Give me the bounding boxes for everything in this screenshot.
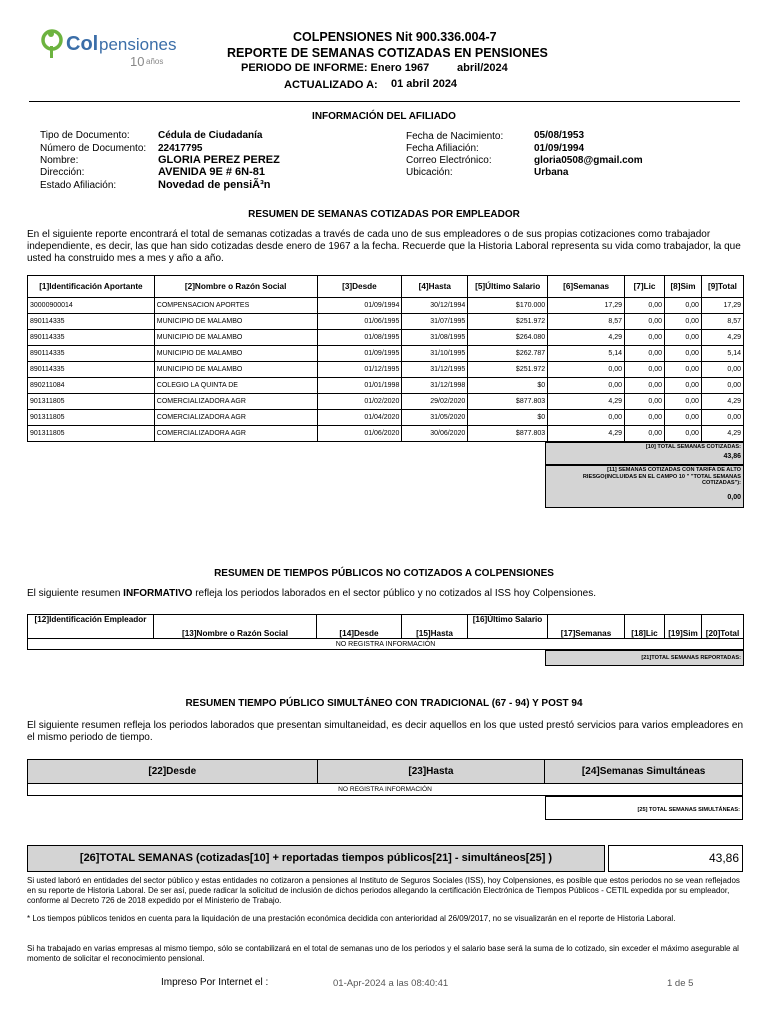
nota-varias-empresas: Si ha trabajado en varias empresas al mismo tiempo, sólo se contabilizará en el total de semanas uno de los periodos y el salario base será la suma de lo cotizado, sin exceder el máximo asegurable al momento de solicitar el reconocimiento pensional. [27, 944, 739, 963]
table-cell: COMERCIALIZADORA AGR [154, 394, 317, 410]
publicos-intro-bold: INFORMATIVO [123, 588, 193, 599]
table-cell: 0,00 [625, 426, 665, 442]
periodo-label: PERIODO DE INFORME: Enero 1967 [241, 62, 430, 74]
table-cell: 31/05/2020 [402, 410, 468, 426]
col-sim-semanas: [24]Semanas Simultáneas [545, 760, 743, 784]
table-cell: $0 [468, 410, 548, 426]
table-cell: 01/02/2020 [317, 394, 402, 410]
table-cell: 0,00 [701, 362, 743, 378]
publicos-no-registra-row [28, 639, 744, 650]
alto-riesgo-value: 0,00 [727, 493, 741, 501]
col-identificacion-empleador: [12]Identificación Empleador [28, 615, 154, 639]
num-doc-value: 22417795 [158, 143, 203, 154]
table-cell: 0,00 [664, 298, 701, 314]
table-cell: $877.803 [468, 426, 548, 442]
logo-col-text: Col [66, 33, 99, 55]
afiliacion-value: 01/09/1994 [534, 143, 585, 154]
table-cell: 0,00 [664, 410, 701, 426]
table-cell: MUNICIPIO DE MALAMBO [154, 314, 317, 330]
table-row [28, 314, 744, 330]
table-cell: 8,57 [701, 314, 743, 330]
simultaneo-table [27, 759, 743, 796]
table-cell: 890114335 [28, 330, 155, 346]
table-cell: COLEGIO LA QUINTA DE [154, 378, 317, 394]
table-cell: 5,14 [701, 346, 743, 362]
empleador-table [27, 275, 744, 442]
logo-pensiones-text: pensiones [99, 35, 177, 54]
col-sim-hasta: [23]Hasta [317, 760, 545, 784]
table-cell: 0,00 [548, 378, 625, 394]
total-reportadas-label: [21]TOTAL SEMANAS REPORTADAS: [641, 655, 741, 661]
table-cell: $170.000 [468, 298, 548, 314]
table-cell: 01/12/1995 [317, 362, 402, 378]
table-cell: 31/12/1998 [402, 378, 468, 394]
nacimiento-label: Fecha de Nacimiento: [406, 131, 504, 142]
impreso-value: 01-Apr-2024 a las 08:40:41 [333, 978, 449, 989]
table-cell: 890114335 [28, 314, 155, 330]
table-cell: MUNICIPIO DE MALAMBO [154, 346, 317, 362]
table-cell: 0,00 [701, 378, 743, 394]
table-cell: 30/06/2020 [402, 426, 468, 442]
table-cell: 0,00 [625, 298, 665, 314]
col-lic: [7]Lic [625, 276, 665, 298]
colpensiones-logo-icon [38, 26, 178, 72]
table-cell: 901311805 [28, 426, 155, 442]
table-cell: $251.972 [468, 362, 548, 378]
total-general-label: [26]TOTAL SEMANAS (cotizadas[10] + reportadas tiempos públicos[21] - simultáneos[25] ) [27, 845, 605, 872]
num-doc-label: Número de Documento: [40, 143, 147, 154]
total-cotizadas-value: 43,86 [723, 452, 741, 460]
table-cell: 01/09/1994 [317, 298, 402, 314]
table-cell: 0,00 [701, 410, 743, 426]
afiliado-title: INFORMACIÓN DEL AFILIADO [312, 111, 456, 122]
col-identificacion: [1]Identificación Aportante [28, 276, 155, 298]
table-cell: 0,00 [548, 362, 625, 378]
col-ultimo-salario-publico: [16]Último Salario [468, 615, 548, 639]
table-cell: $0 [468, 378, 548, 394]
estado-value: Novedad de pensiÃ³n [158, 179, 271, 191]
table-cell: 0,00 [664, 362, 701, 378]
periodo-end: abril/2024 [457, 62, 508, 74]
table-cell: COMERCIALIZADORA AGR [154, 410, 317, 426]
publicos-table-header [28, 615, 744, 639]
tipo-doc-value: Cédula de Ciudadanía [158, 130, 263, 141]
col-hasta-publico: [15]Hasta [402, 615, 468, 639]
table-cell: 17,29 [701, 298, 743, 314]
publicos-intro [27, 588, 743, 600]
actualizado-value: 01 abril 2024 [391, 78, 458, 90]
table-cell: 0,00 [625, 362, 665, 378]
alto-riesgo-box [545, 465, 744, 508]
table-row [28, 346, 744, 362]
nota-cetil: Si usted laboró en entidades del sector público y estas entidades no cotizaron a pensiones al Instituto de Seguros Sociales (ISS), hoy Colpensiones, es posible que estos periodos no se vean reflejados en su reporte de Historia Laboral. De ser así, puede radicar la solicitud de inclusión de dichos periodos allegando la certificación Electrónica de Tiempos Públicos - CETIL expedida por su empleador, conforme al Decreto 726 de 2018 expedido por el Ministerio de Trabajo. [27, 876, 740, 905]
ubicacion-label: Ubicación: [406, 167, 453, 178]
table-cell: 01/06/1995 [317, 314, 402, 330]
simultaneo-title: RESUMEN TIEMPO PÚBLICO SIMULTÁNEO CON TRADICIONAL (67 - 94) Y POST 94 [185, 698, 583, 709]
table-cell: 0,00 [664, 314, 701, 330]
afiliacion-label: Fecha Afiliación: [406, 143, 479, 154]
table-cell: 31/12/1995 [402, 362, 468, 378]
table-cell: 30/12/1994 [402, 298, 468, 314]
table-cell: 30000900014 [28, 298, 155, 314]
table-cell: 01/01/1998 [317, 378, 402, 394]
total-simultaneas-label: [25] TOTAL SEMANAS SIMULTÁNEAS: [637, 807, 740, 813]
table-cell: 901311805 [28, 394, 155, 410]
empleador-table-header [28, 276, 744, 298]
nombre-value: GLORIA PEREZ PEREZ [158, 154, 280, 166]
table-cell: COMERCIALIZADORA AGR [154, 426, 317, 442]
table-cell: 17,29 [548, 298, 625, 314]
table-cell: 4,29 [548, 426, 625, 442]
col-desde: [3]Desde [317, 276, 402, 298]
col-semanas: [6]Semanas [548, 276, 625, 298]
table-cell: 890211084 [28, 378, 155, 394]
table-cell: 0,00 [625, 378, 665, 394]
table-row [28, 410, 744, 426]
simultaneo-no-registra: NO REGISTRA INFORMACIÓN [28, 784, 743, 796]
table-cell: 0,00 [548, 410, 625, 426]
table-cell: 890114335 [28, 346, 155, 362]
table-cell: 0,00 [625, 346, 665, 362]
actualizado-label: ACTUALIZADO A: [284, 79, 378, 91]
empleador-intro: En el siguiente reporte encontrará el total de semanas cotizadas a través de cada uno de sus empleadores o de sus propias cotizaciones como trabajador independiente, es decir, las que han sido cotizadas desde enero de 1967 a la fecha. Recuerde que la Historia Laboral representa su vida como trabajador, la que usted ha construido mes a mes y año a año. [27, 229, 741, 264]
table-cell: 0,00 [664, 426, 701, 442]
table-cell: 0,00 [664, 378, 701, 394]
publicos-no-registra: NO REGISTRA INFORMACIÓN [28, 639, 744, 650]
table-cell: 4,29 [548, 330, 625, 346]
total-cotizadas-label: [10] TOTAL SEMANAS COTIZADAS: [645, 444, 741, 450]
total-cotizadas-box [545, 442, 744, 465]
colpensiones-logo [38, 26, 178, 72]
tipo-doc-label: Tipo de Documento: [40, 130, 130, 141]
logo-anos-number: 10 [130, 54, 145, 69]
alto-riesgo-label: [11] SEMANAS COTIZADAS CON TARIFA DE ALTO RIESGO(INCLUIDAS EN EL CAMPO 10 " "TOTAL SEMANAS COTIZADAS"): [582, 467, 741, 486]
table-cell: 31/07/1995 [402, 314, 468, 330]
table-cell: COMPENSACION APORTES [154, 298, 317, 314]
table-cell: MUNICIPIO DE MALAMBO [154, 362, 317, 378]
table-cell: 0,00 [664, 330, 701, 346]
col-total: [9]Total [701, 276, 743, 298]
table-row [28, 362, 744, 378]
table-cell: 31/08/1995 [402, 330, 468, 346]
table-cell: 0,00 [625, 410, 665, 426]
col-sim-publico: [19]Sim [665, 615, 702, 639]
table-cell: 8,57 [548, 314, 625, 330]
table-cell: 31/10/1995 [402, 346, 468, 362]
correo-value: gloria0508@gmail.com [534, 155, 643, 166]
correo-label: Correo Electrónico: [406, 155, 492, 166]
col-nombre: [2]Nombre o Razón Social [154, 276, 317, 298]
table-cell: 0,00 [625, 394, 665, 410]
header-line2: REPORTE DE SEMANAS COTIZADAS EN PENSIONES [227, 46, 548, 60]
col-lic-publico: [18]Lic [625, 615, 665, 639]
table-cell: 01/06/2020 [317, 426, 402, 442]
table-cell: 4,29 [701, 426, 743, 442]
table-cell: 5,14 [548, 346, 625, 362]
table-cell: $262.787 [468, 346, 548, 362]
header-divider [29, 101, 740, 102]
total-reportadas-box [545, 650, 744, 666]
simultaneo-no-registra-row [28, 784, 743, 796]
table-cell: 0,00 [625, 330, 665, 346]
col-nombre-publico: [13]Nombre o Razón Social [154, 615, 317, 639]
table-row [28, 298, 744, 314]
header-line1: COLPENSIONES Nit 900.336.004-7 [293, 30, 497, 44]
nacimiento-value: 05/08/1953 [534, 130, 585, 141]
table-row [28, 330, 744, 346]
col-sim-desde: [22]Desde [28, 760, 318, 784]
col-sim: [8]Sim [664, 276, 701, 298]
empleador-title: RESUMEN DE SEMANAS COTIZADAS POR EMPLEADOR [248, 209, 520, 220]
table-cell: MUNICIPIO DE MALAMBO [154, 330, 317, 346]
direccion-value: AVENIDA 9E # 6N-81 [158, 166, 265, 178]
simultaneo-intro: El siguiente resumen refleja los periodos laborados que presentan simultaneidad, es decir aquellos en los que usted prestó servicios para varios empleadores en el mismo periodo de tiempo. [27, 720, 743, 743]
table-cell: 01/04/2020 [317, 410, 402, 426]
table-row [28, 394, 744, 410]
publicos-intro-pre: El siguiente resumen [27, 588, 124, 599]
col-total-publico: [20]Total [702, 615, 744, 639]
table-cell: 01/09/1995 [317, 346, 402, 362]
nota-tiempos-publicos: * Los tiempos públicos tenidos en cuenta para la liquidación de una prestación económica decidida con anterioridad al 26/09/2017, no se visualizarán en el reporte de Historia Laboral. [27, 914, 676, 923]
col-ultimo-salario: [5]Último Salario [468, 276, 548, 298]
table-row [28, 378, 744, 394]
table-cell: 01/08/1995 [317, 330, 402, 346]
logo-anos-word: años [146, 57, 164, 66]
table-cell: 4,29 [548, 394, 625, 410]
col-hasta: [4]Hasta [402, 276, 468, 298]
total-general-value: 43,86 [608, 845, 743, 872]
nombre-label: Nombre: [40, 155, 79, 166]
table-cell: $264.080 [468, 330, 548, 346]
table-cell: $877.803 [468, 394, 548, 410]
direccion-label: Dirección: [40, 167, 85, 178]
page-number: 1 de 5 [667, 978, 694, 989]
table-cell: 901311805 [28, 410, 155, 426]
table-cell: 4,29 [701, 330, 743, 346]
simultaneo-table-header [28, 760, 743, 784]
col-semanas-publico: [17]Semanas [548, 615, 625, 639]
estado-label: Estado Afiliación: [40, 180, 117, 191]
publicos-table [27, 614, 744, 650]
table-row [28, 426, 744, 442]
publicos-intro-post: refleja los periodos laborados en el sector público y no cotizados al ISS hoy Colpensiones. [192, 588, 597, 599]
ubicacion-value: Urbana [534, 167, 569, 178]
col-desde-publico: [14]Desde [317, 615, 402, 639]
table-cell: 4,29 [701, 394, 743, 410]
publicos-title: RESUMEN DE TIEMPOS PÚBLICOS NO COTIZADOS A COLPENSIONES [214, 568, 554, 579]
table-cell: 29/02/2020 [402, 394, 468, 410]
total-simultaneas-box [545, 796, 743, 820]
table-cell: 890114335 [28, 362, 155, 378]
table-cell: 0,00 [625, 314, 665, 330]
table-cell: $251.972 [468, 314, 548, 330]
impreso-label: Impreso Por Internet el : [161, 977, 269, 988]
table-cell: 0,00 [664, 346, 701, 362]
table-cell: 0,00 [664, 394, 701, 410]
